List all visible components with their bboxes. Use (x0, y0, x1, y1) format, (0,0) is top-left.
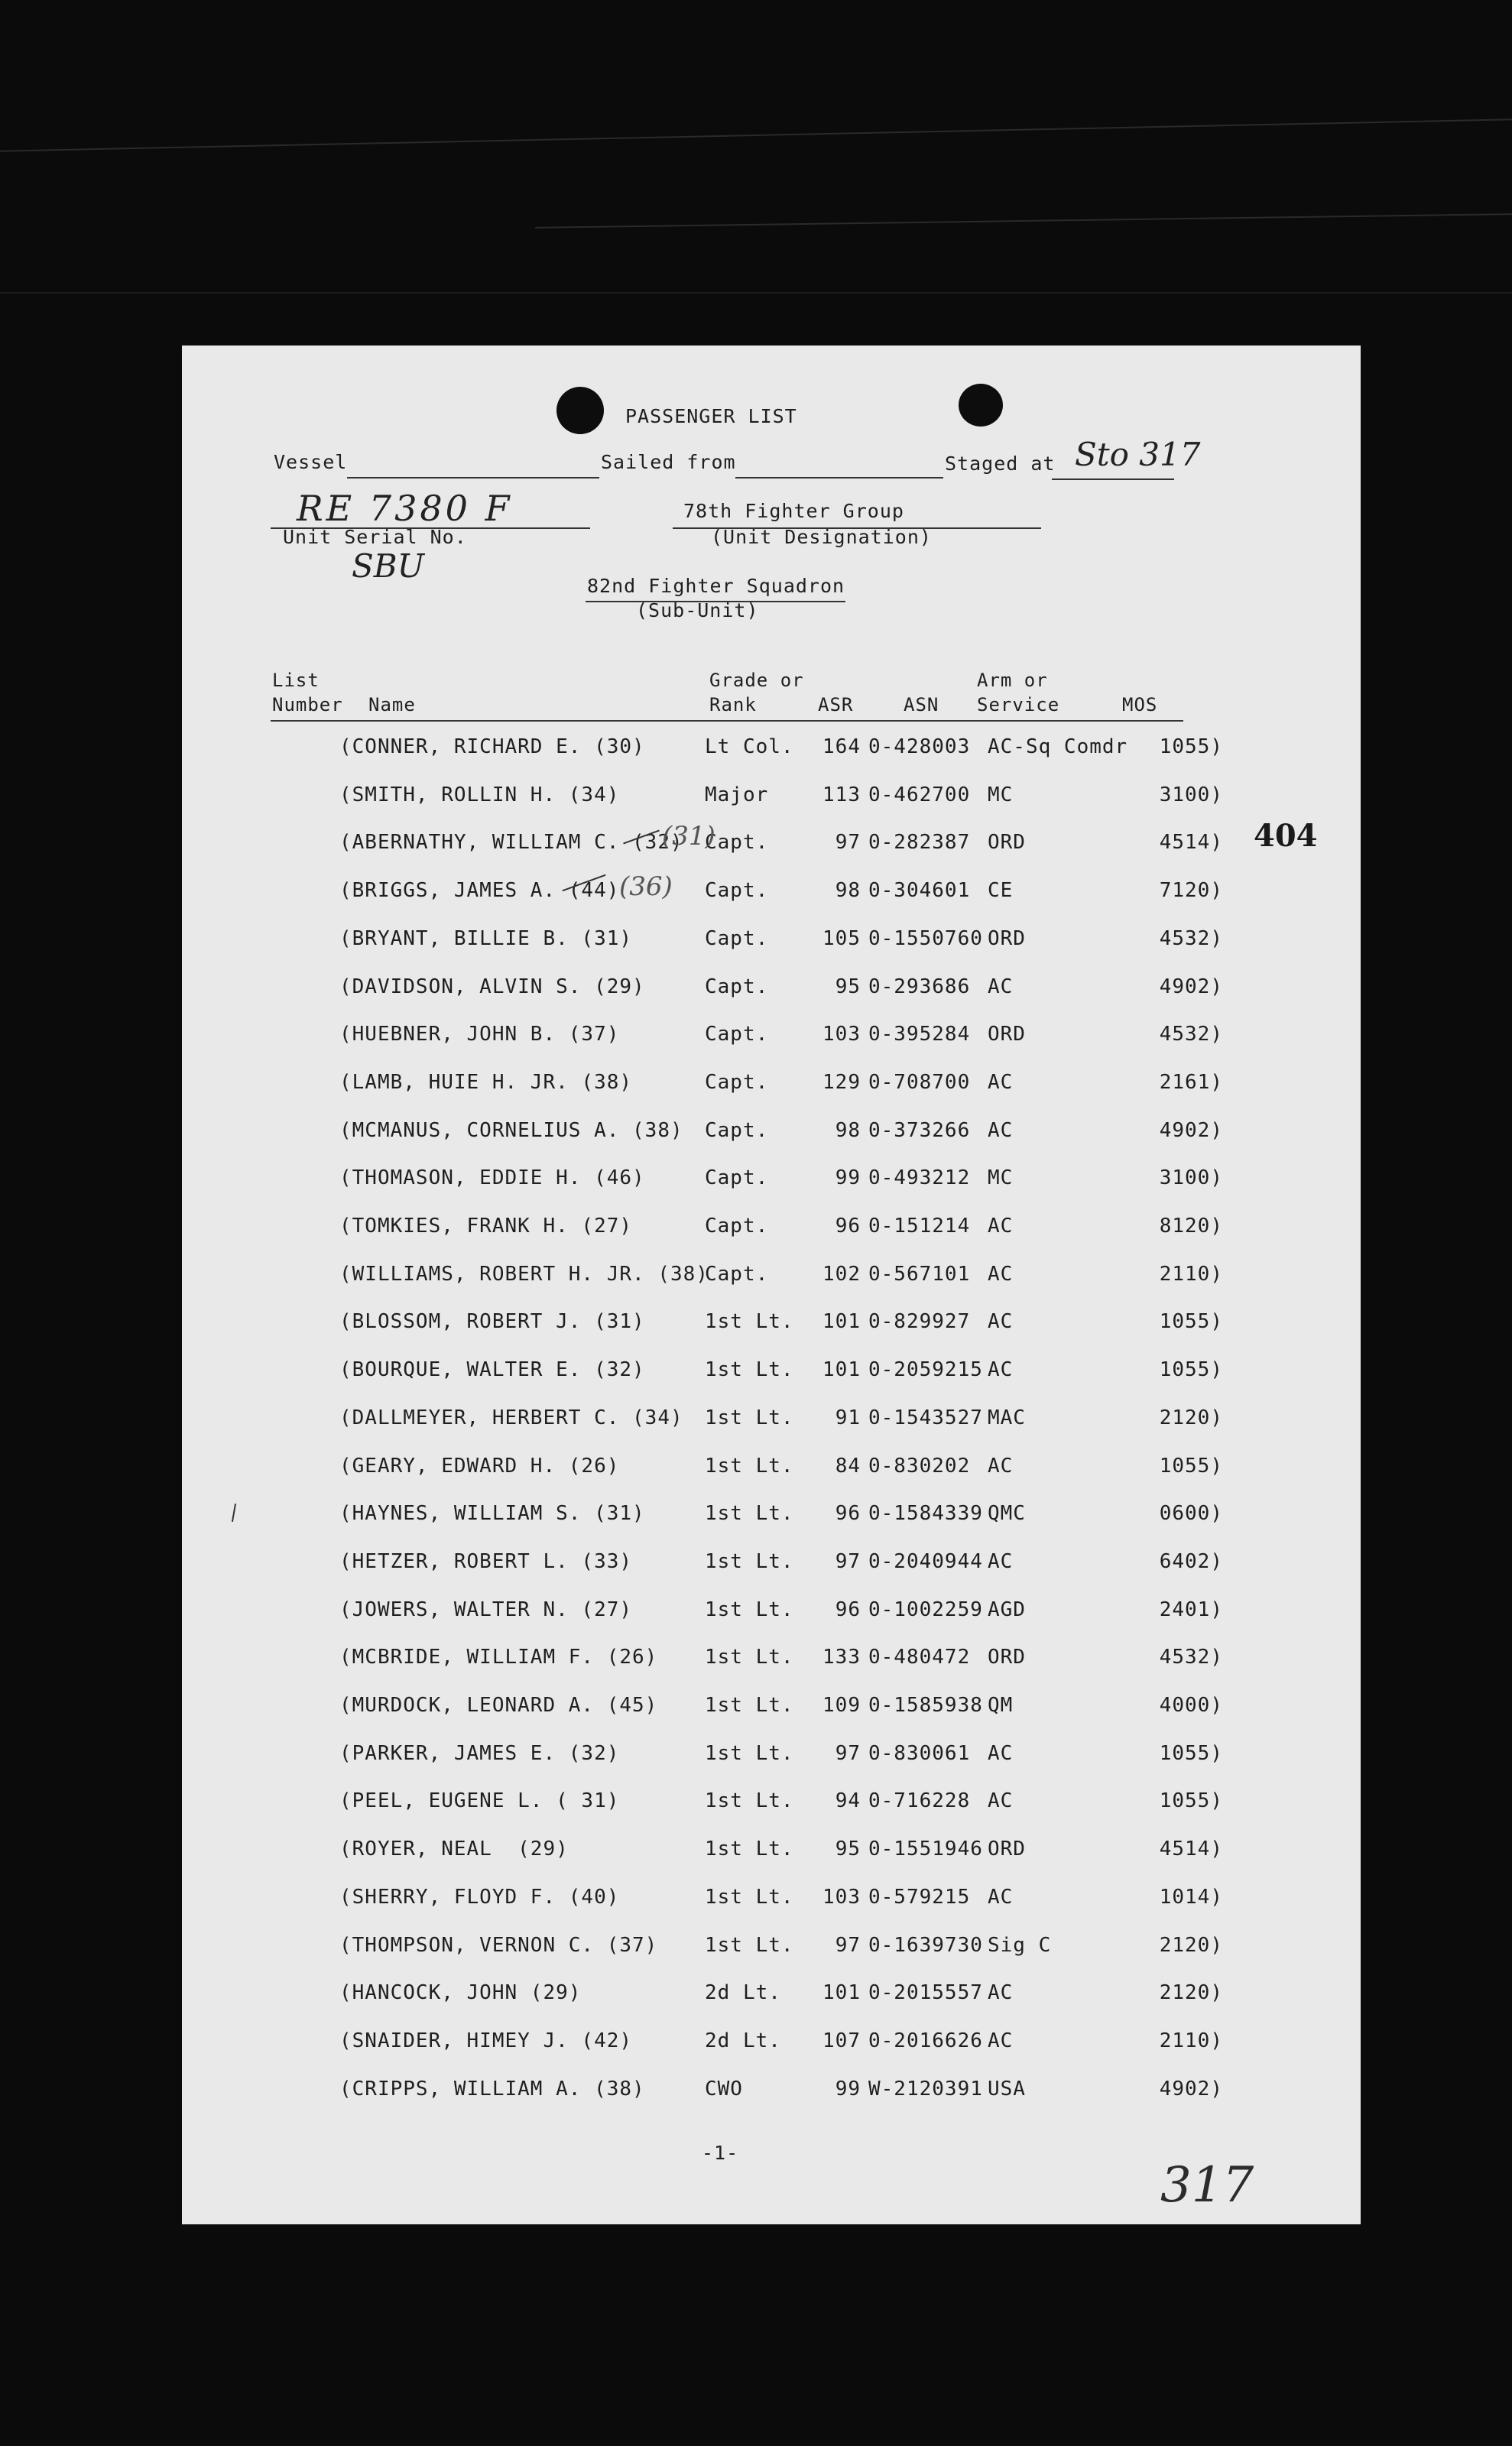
passenger-arm-service: AC (988, 1310, 1014, 1333)
passenger-grade: CWO (705, 2078, 743, 2101)
passenger-asr: 129 (823, 1071, 861, 1094)
passenger-grade: Capt. (705, 879, 769, 902)
passenger-grade: Capt. (705, 975, 769, 998)
passenger-arm-service: QM (988, 1694, 1014, 1717)
passenger-name: (THOMPSON, VERNON C. (37) (339, 1934, 658, 1957)
passenger-arm-service: ORD (988, 1646, 1026, 1669)
table-row (182, 1023, 1361, 1053)
archive-stamp-number: 404 (1254, 818, 1318, 854)
table-row (182, 783, 1361, 814)
film-scratch (535, 213, 1512, 229)
punch-hole (959, 384, 1003, 427)
passenger-arm-service: USA (988, 2078, 1026, 2101)
passenger-mos: 4902) (1159, 975, 1223, 998)
passenger-arm-service: MC (988, 1166, 1014, 1189)
passenger-asr: 96 (835, 1502, 861, 1525)
header-arm: Arm or (977, 670, 1048, 691)
passenger-name: (PARKER, JAMES E. (32) (339, 1742, 620, 1765)
passenger-name: (HUEBNER, JOHN B. (37) (339, 1023, 620, 1046)
passenger-arm-service: AC (988, 1215, 1014, 1238)
passenger-asn: 0-830061 (868, 1742, 971, 1765)
passenger-arm-service: ORD (988, 1023, 1026, 1046)
passenger-grade: 1st Lt. (705, 1934, 794, 1957)
passenger-mos: 3100) (1159, 1166, 1223, 1189)
passenger-mos: 4000) (1159, 1694, 1223, 1717)
passenger-mos: 1055) (1159, 1742, 1223, 1765)
table-row (182, 879, 1361, 910)
passenger-grade: 1st Lt. (705, 1646, 794, 1669)
passenger-mos: 4514) (1159, 831, 1223, 854)
punch-hole (556, 387, 604, 434)
table-row (182, 1550, 1361, 1581)
passenger-arm-service: CE (988, 879, 1014, 902)
passenger-mos: 4532) (1159, 1646, 1223, 1669)
table-row (182, 975, 1361, 1006)
handwritten-page-number: 317 (1160, 2157, 1254, 2214)
passenger-asn: 0-567101 (868, 1263, 971, 1286)
passenger-name: (BRIGGS, JAMES A. (44) (339, 879, 620, 902)
unit-designation-value: 78th Fighter Group (683, 500, 904, 522)
passenger-asn: 0-1585938 (868, 1694, 983, 1717)
passenger-mos: 2120) (1159, 1406, 1223, 1429)
passenger-mos: 1055) (1159, 1358, 1223, 1381)
passenger-arm-service: AC (988, 1742, 1014, 1765)
passenger-grade: 2d Lt. (705, 2029, 781, 2052)
sub-unit-value: 82nd Fighter Squadron (587, 575, 845, 597)
film-scratch (0, 118, 1512, 151)
passenger-asn: 0-1002259 (868, 1598, 983, 1621)
passenger-asr: 103 (823, 1023, 861, 1046)
table-row (182, 1886, 1361, 1916)
table-row (182, 1166, 1361, 1197)
passenger-mos: 6402) (1159, 1550, 1223, 1573)
passenger-mos: 2110) (1159, 1263, 1223, 1286)
table-row (182, 1694, 1361, 1724)
passenger-mos: 1014) (1159, 1886, 1223, 1909)
passenger-mos: 2161) (1159, 1071, 1223, 1094)
table-row (182, 1119, 1361, 1150)
page-title: PASSENGER LIST (625, 405, 797, 427)
passenger-list-page (182, 345, 1361, 2224)
passenger-name: (MCMANUS, CORNELIUS A. (38) (339, 1119, 683, 1142)
passenger-grade: 2d Lt. (705, 1981, 781, 2004)
passenger-asn: 0-716228 (868, 1789, 971, 1812)
passenger-asr: 105 (823, 927, 861, 950)
passenger-asr: 97 (835, 1550, 861, 1573)
passenger-arm-service: AGD (988, 1598, 1026, 1621)
passenger-name: (SHERRY, FLOYD F. (40) (339, 1886, 620, 1909)
passenger-name: (TOMKIES, FRANK H. (27) (339, 1215, 633, 1238)
passenger-name: (CRIPPS, WILLIAM A. (38) (339, 2078, 645, 2101)
header-grade-2: Rank (709, 694, 757, 715)
passenger-asr: 98 (835, 1119, 861, 1142)
passenger-grade: Capt. (705, 927, 769, 950)
passenger-grade: Capt. (705, 1215, 769, 1238)
header-arm-2: Service (977, 694, 1060, 715)
passenger-mos: 4902) (1159, 1119, 1223, 1142)
passenger-arm-service: ORD (988, 1838, 1026, 1860)
sub-unit-label: (Sub-Unit) (636, 599, 759, 621)
passenger-asr: 113 (823, 783, 861, 806)
passenger-arm-service: AC (988, 1263, 1014, 1286)
table-row (182, 831, 1361, 861)
passenger-arm-service: AC (988, 2029, 1014, 2052)
passenger-arm-service: MAC (988, 1406, 1026, 1429)
passenger-name: (SMITH, ROLLIN H. (34) (339, 783, 620, 806)
staged-at-label: Staged at (945, 453, 1056, 475)
passenger-grade: Capt. (705, 1119, 769, 1142)
passenger-arm-service: AC (988, 1455, 1014, 1478)
passenger-arm-service: ORD (988, 831, 1026, 854)
table-row (182, 2078, 1361, 2108)
passenger-asn: 0-373266 (868, 1119, 971, 1142)
table-row (182, 1934, 1361, 1964)
passenger-asr: 97 (835, 1742, 861, 1765)
unit-designation-label: (Unit Designation) (711, 526, 932, 548)
passenger-name: (WILLIAMS, ROBERT H. JR. (38) (339, 1263, 709, 1286)
passenger-arm-service: AC (988, 1981, 1014, 2004)
unit-serial-value: RE 7380 F (297, 488, 513, 529)
passenger-asn: 0-2040944 (868, 1550, 983, 1573)
passenger-asn: 0-1639730 (868, 1934, 983, 1957)
header-asr: ASR (818, 694, 854, 715)
passenger-asr: 164 (823, 735, 861, 758)
passenger-mos: 4514) (1159, 1838, 1223, 1860)
table-row (182, 1598, 1361, 1629)
passenger-name: (THOMASON, EDDIE H. (46) (339, 1166, 645, 1189)
passenger-name: (JOWERS, WALTER N. (27) (339, 1598, 633, 1621)
passenger-asr: 97 (835, 831, 861, 854)
passenger-grade: 1st Lt. (705, 1742, 794, 1765)
passenger-arm-service: AC-Sq Comdr (988, 735, 1128, 758)
passenger-grade: 1st Lt. (705, 1694, 794, 1717)
passenger-name: (HAYNES, WILLIAM S. (31) (339, 1502, 645, 1525)
passenger-mos: 2120) (1159, 1981, 1223, 2004)
passenger-asr: 101 (823, 1358, 861, 1381)
passenger-grade: 1st Lt. (705, 1455, 794, 1478)
passenger-name: (BLOSSOM, ROBERT J. (31) (339, 1310, 645, 1333)
table-row (182, 1455, 1361, 1485)
passenger-arm-service: AC (988, 1071, 1014, 1094)
table-row (182, 1981, 1361, 2012)
passenger-asr: 99 (835, 1166, 861, 1189)
passenger-name: (ABERNATHY, WILLIAM C. (32) (339, 831, 683, 854)
passenger-asr: 101 (823, 1981, 861, 2004)
passenger-arm-service: AC (988, 1789, 1014, 1812)
passenger-asn: 0-428003 (868, 735, 971, 758)
passenger-asr: 103 (823, 1886, 861, 1909)
passenger-grade: Capt. (705, 1023, 769, 1046)
header-asn: ASN (904, 694, 939, 715)
table-row (182, 1789, 1361, 1820)
passenger-arm-service: QMC (988, 1502, 1026, 1525)
film-scratch (0, 292, 1512, 294)
passenger-grade: 1st Lt. (705, 1358, 794, 1381)
passenger-grade: Capt. (705, 1263, 769, 1286)
passenger-mos: 8120) (1159, 1215, 1223, 1238)
passenger-asn: W-2120391 (868, 2078, 983, 2101)
passenger-asn: 0-2016626 (868, 2029, 983, 2052)
unit-serial-label: Unit Serial No. (283, 526, 467, 548)
passenger-name: (ROYER, NEAL (29) (339, 1838, 569, 1860)
passenger-name: (MCBRIDE, WILLIAM F. (26) (339, 1646, 658, 1669)
passenger-asn: 0-1543527 (868, 1406, 983, 1429)
table-row (182, 1358, 1361, 1389)
header-grade: Grade or (709, 670, 804, 691)
passenger-arm-service: AC (988, 1119, 1014, 1142)
passenger-grade: Capt. (705, 1071, 769, 1094)
sailed-from-underline (735, 477, 943, 478)
passenger-asr: 95 (835, 1838, 861, 1860)
header-list-number-2: Number (272, 694, 343, 715)
table-row (182, 1310, 1361, 1341)
passenger-arm-service: MC (988, 783, 1014, 806)
passenger-asr: 84 (835, 1455, 861, 1478)
vessel-underline (347, 477, 599, 478)
passenger-grade: Major (705, 783, 769, 806)
passenger-asn: 0-395284 (868, 1023, 971, 1046)
passenger-asr: 107 (823, 2029, 861, 2052)
table-row (182, 1215, 1361, 1245)
passenger-mos: 1055) (1159, 1455, 1223, 1478)
passenger-name: (BRYANT, BILLIE B. (31) (339, 927, 633, 950)
passenger-name: (PEEL, EUGENE L. ( 31) (339, 1789, 620, 1812)
abernathy-correction: (31) (662, 821, 715, 852)
passenger-asr: 109 (823, 1694, 861, 1717)
passenger-name: (HANCOCK, JOHN (29) (339, 1981, 582, 2004)
table-row (182, 735, 1361, 766)
header-name: Name (368, 694, 416, 715)
header-underline (271, 720, 1183, 722)
passenger-mos: 4902) (1159, 2078, 1223, 2101)
staged-at-value: Sto 317 (1075, 436, 1201, 473)
passenger-asn: 0-829927 (868, 1310, 971, 1333)
header-list-number: List (272, 670, 320, 691)
passenger-name: (CONNER, RICHARD E. (30) (339, 735, 645, 758)
passenger-grade: 1st Lt. (705, 1310, 794, 1333)
passenger-asr: 91 (835, 1406, 861, 1429)
passenger-asn: 0-579215 (868, 1886, 971, 1909)
unit-serial-note: SBU (352, 547, 425, 585)
passenger-asr: 98 (835, 879, 861, 902)
passenger-asn: 0-1584339 (868, 1502, 983, 1525)
passenger-asr: 101 (823, 1310, 861, 1333)
sailed-from-label: Sailed from (601, 451, 736, 473)
table-row (182, 1263, 1361, 1293)
passenger-asn: 0-830202 (868, 1455, 971, 1478)
page-footer: -1- (702, 2142, 739, 2164)
passenger-mos: 3100) (1159, 783, 1223, 806)
passenger-asr: 95 (835, 975, 861, 998)
passenger-asn: 0-1550760 (868, 927, 983, 950)
table-row (182, 927, 1361, 958)
passenger-name: (BOURQUE, WALTER E. (32) (339, 1358, 645, 1381)
passenger-arm-service: AC (988, 975, 1014, 998)
briggs-correction: (36) (619, 871, 673, 902)
passenger-grade: 1st Lt. (705, 1789, 794, 1812)
passenger-asn: 0-480472 (868, 1646, 971, 1669)
passenger-name: (DALLMEYER, HERBERT C. (34) (339, 1406, 683, 1429)
passenger-mos: 1055) (1159, 735, 1223, 758)
table-row (182, 1742, 1361, 1773)
passenger-grade: 1st Lt. (705, 1598, 794, 1621)
passenger-asr: 97 (835, 1934, 861, 1957)
vessel-label: Vessel (274, 451, 348, 473)
table-row (182, 1646, 1361, 1676)
passenger-asr: 96 (835, 1215, 861, 1238)
passenger-grade: Capt. (705, 1166, 769, 1189)
passenger-asn: 0-493212 (868, 1166, 971, 1189)
passenger-mos: 4532) (1159, 927, 1223, 950)
passenger-grade: Capt. (705, 831, 769, 854)
passenger-mos: 0600) (1159, 1502, 1223, 1525)
passenger-asn: 0-708700 (868, 1071, 971, 1094)
passenger-arm-service: ORD (988, 927, 1026, 950)
passenger-mos: 7120) (1159, 879, 1223, 902)
passenger-arm-service: Sig C (988, 1934, 1052, 1957)
passenger-grade: 1st Lt. (705, 1502, 794, 1525)
header-mos: MOS (1122, 694, 1158, 715)
passenger-asr: 96 (835, 1598, 861, 1621)
passenger-grade: 1st Lt. (705, 1886, 794, 1909)
passenger-name: (MURDOCK, LEONARD A. (45) (339, 1694, 658, 1717)
passenger-grade: 1st Lt. (705, 1406, 794, 1429)
staged-at-underline (1052, 478, 1174, 480)
passenger-grade: 1st Lt. (705, 1838, 794, 1860)
passenger-asr: 94 (835, 1789, 861, 1812)
passenger-arm-service: AC (988, 1886, 1014, 1909)
passenger-name: (GEARY, EDWARD H. (26) (339, 1455, 620, 1478)
passenger-asn: 0-2015557 (868, 1981, 983, 2004)
passenger-grade: Lt Col. (705, 735, 794, 758)
passenger-asn: 0-151214 (868, 1215, 971, 1238)
passenger-asn: 0-304601 (868, 879, 971, 902)
table-row (182, 1838, 1361, 1868)
passenger-arm-service: AC (988, 1550, 1014, 1573)
passenger-name: (HETZER, ROBERT L. (33) (339, 1550, 633, 1573)
passenger-mos: 2401) (1159, 1598, 1223, 1621)
passenger-asn: 0-2059215 (868, 1358, 983, 1381)
passenger-name: (DAVIDSON, ALVIN S. (29) (339, 975, 645, 998)
passenger-mos: 1055) (1159, 1789, 1223, 1812)
passenger-mos: 4532) (1159, 1023, 1223, 1046)
table-row (182, 1502, 1361, 1533)
passenger-grade: 1st Lt. (705, 1550, 794, 1573)
passenger-name: (SNAIDER, HIMEY J. (42) (339, 2029, 633, 2052)
passenger-mos: 2120) (1159, 1934, 1223, 1957)
passenger-asn: 0-1551946 (868, 1838, 983, 1860)
passenger-mos: 1055) (1159, 1310, 1223, 1333)
passenger-asr: 99 (835, 2078, 861, 2101)
passenger-asn: 0-282387 (868, 831, 971, 854)
passenger-asr: 133 (823, 1646, 861, 1669)
table-row (182, 2029, 1361, 2060)
table-row (182, 1071, 1361, 1101)
passenger-name: (LAMB, HUIE H. JR. (38) (339, 1071, 633, 1094)
table-row (182, 1406, 1361, 1437)
passenger-arm-service: AC (988, 1358, 1014, 1381)
passenger-asn: 0-462700 (868, 783, 971, 806)
passenger-mos: 2110) (1159, 2029, 1223, 2052)
passenger-asn: 0-293686 (868, 975, 971, 998)
passenger-asr: 102 (823, 1263, 861, 1286)
